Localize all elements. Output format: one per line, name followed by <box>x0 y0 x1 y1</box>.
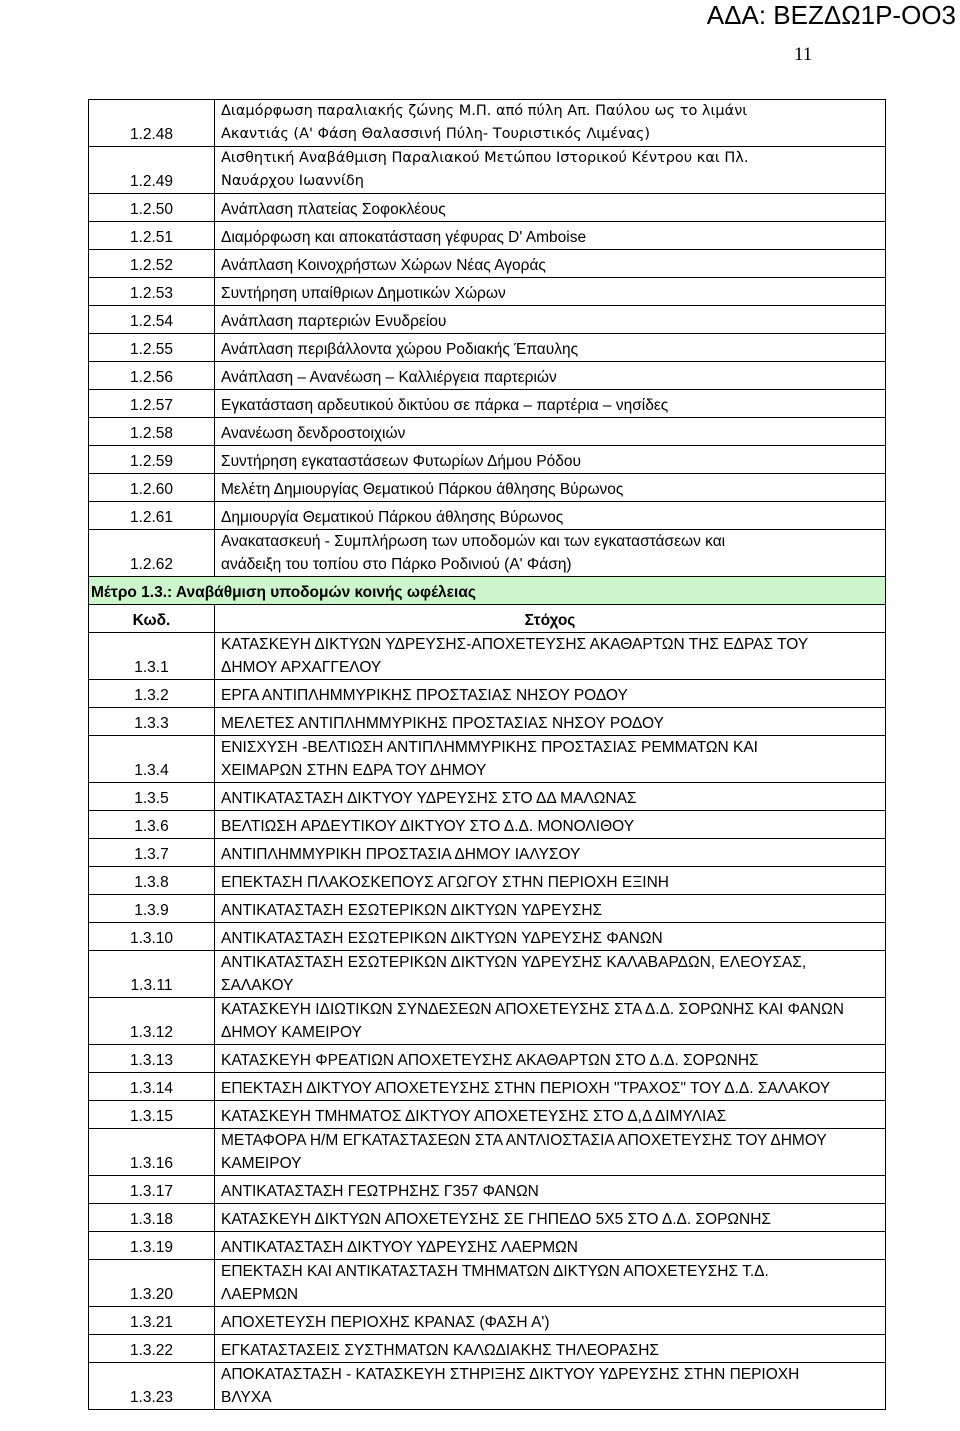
target-line: Ναυάρχου Ιωαννίδη <box>221 173 364 189</box>
row-target <box>215 418 886 446</box>
table-row <box>89 194 886 222</box>
target-line: ΔΗΜΟΥ ΚΑΜΕΙΡΟΥ <box>221 1024 362 1041</box>
target-line: ΛΑΕΡΜΩΝ <box>221 1286 299 1303</box>
row-code: 1.3.21 <box>89 1307 215 1335</box>
table-row <box>89 250 886 278</box>
table-row <box>89 1129 886 1176</box>
column-header-target: Στόχος <box>215 605 886 633</box>
row-code: 1.2.62 <box>89 530 215 577</box>
table-row <box>89 1204 886 1232</box>
row-target <box>215 306 886 334</box>
row-target <box>215 1101 886 1129</box>
target-line: ΕΠΕΚΤΑΣΗ ΠΛΑΚΟΣΚΕΠΟΥΣ ΑΓΩΓΟΥ ΣΤΗΝ ΠΕΡΙΟΧΗ ΕΞΙΝΗ <box>221 874 669 891</box>
target-line: ΒΕΛΤΙΩΣΗ ΑΡΔΕΥΤΙΚΟΥ ΔΙΚΤΥΟΥ ΣΤΟ Δ.Δ. ΜΟΝΟΛΙΘΟΥ <box>221 818 635 835</box>
target-line: ΜΕΛΕΤΕΣ ΑΝΤΙΠΛΗΜΜΥΡΙΚΗΣ ΠΡΟΣΤΑΣΙΑΣ ΝΗΣΟΥ ΡΟΔΟΥ <box>221 715 664 732</box>
target-line: ΔΗΜΟΥ ΑΡΧΑΓΓΕΛΟΥ <box>221 659 382 676</box>
table-row <box>89 680 886 708</box>
row-code: 1.3.9 <box>89 895 215 923</box>
target-line: ΕΠΕΚΤΑΣΗ ΔΙΚΤΥΟΥ ΑΠΟΧΕΤΕΥΣΗΣ ΣΤΗΝ ΠΕΡΙΟΧΗ "ΤΡΑΧΟΣ" ΤΟΥ Δ.Δ. ΣΑΛΑΚΟΥ <box>221 1080 831 1097</box>
target-line: Ανάπλαση – Ανανέωση – Καλλιέργεια παρτεριών <box>221 369 557 386</box>
table-row <box>89 306 886 334</box>
target-line: ΒΛΥΧΑ <box>221 1389 272 1406</box>
row-target <box>215 1129 886 1176</box>
row-target <box>215 100 886 147</box>
target-line: Ανακατασκευή - Συμπλήρωση των υποδομών και των εγκαταστάσεων και <box>221 533 726 550</box>
table-row <box>89 474 886 502</box>
measure-title: Μέτρο 1.3.: Αναβάθμιση υποδομών κοινής ωφέλειας <box>89 577 886 605</box>
target-line: ΜΕΤΑΦΟΡΑ Η/Μ ΕΓΚΑΤΑΣΤΑΣΕΩΝ ΣΤΑ ΑΝΤΛΙΟΣΤΑΣΙΑ ΑΠΟΧΕΤΕΥΣΗΣ ΤΟΥ ΔΗΜΟΥ <box>221 1132 827 1149</box>
target-line: ανάδειξη του τοπίου στο Πάρκο Ροδινιού (Α' Φάση) <box>221 556 572 573</box>
row-code: 1.2.60 <box>89 474 215 502</box>
target-line: Συντήρηση υπαίθριων Δημοτικών Χώρων <box>221 285 506 302</box>
row-target <box>215 1045 886 1073</box>
row-target <box>215 1335 886 1363</box>
table-row <box>89 923 886 951</box>
table-row <box>89 867 886 895</box>
row-target <box>215 474 886 502</box>
row-code: 1.2.51 <box>89 222 215 250</box>
row-code: 1.3.19 <box>89 1232 215 1260</box>
table-row <box>89 811 886 839</box>
target-line: ΚΑΤΑΣΚΕΥΗ ΔΙΚΤΥΩΝ ΑΠΟΧΕΤΕΥΣΗΣ ΣΕ ΓΗΠΕΔΟ 5Χ5 ΣΤΟ Δ.Δ. ΣΟΡΩΝΗΣ <box>221 1211 771 1228</box>
table-row <box>89 951 886 998</box>
row-code: 1.3.18 <box>89 1204 215 1232</box>
row-target <box>215 895 886 923</box>
row-code: 1.3.7 <box>89 839 215 867</box>
target-line: Ανάπλαση Κοινοχρήστων Χώρων Νέας Αγοράς <box>221 257 546 274</box>
target-line: ΑΝΤΙΚΑΤΑΣΤΑΣΗ ΕΣΩΤΕΡΙΚΩΝ ΔΙΚΤΥΩΝ ΥΔΡΕΥΣΗΣ ΦΑΝΩΝ <box>221 930 663 947</box>
row-target <box>215 390 886 418</box>
target-line: ΚΑΤΑΣΚΕΥΗ ΤΜΗΜΑΤΟΣ ΔΙΚΤΥΟΥ ΑΠΟΧΕΤΕΥΣΗΣ ΣΤΟ Δ,Δ ΔΙΜΥΛΙΑΣ <box>221 1108 727 1125</box>
column-header-code: Κωδ. <box>89 605 215 633</box>
page-number: 11 <box>794 44 813 65</box>
row-code: 1.3.22 <box>89 1335 215 1363</box>
target-line: ΑΝΤΙΚΑΤΑΣΤΑΣΗ ΓΕΩΤΡΗΣΗΣ Γ357 ΦΑΝΩΝ <box>221 1183 539 1200</box>
target-line: ΑΠΟΧΕΤΕΥΣΗ ΠΕΡΙΟΧΗΣ ΚΡΑΝΑΣ (ΦΑΣΗ Α') <box>221 1314 550 1331</box>
row-target <box>215 530 886 577</box>
row-target <box>215 633 886 680</box>
row-code: 1.3.8 <box>89 867 215 895</box>
row-target <box>215 1176 886 1204</box>
row-code: 1.2.54 <box>89 306 215 334</box>
row-target <box>215 867 886 895</box>
row-target <box>215 1307 886 1335</box>
table-row <box>89 839 886 867</box>
row-target <box>215 680 886 708</box>
table-row <box>89 446 886 474</box>
target-line: ΣΑΛΑΚΟΥ <box>221 977 294 994</box>
row-target <box>215 736 886 783</box>
target-line: Ανάπλαση πλατείας Σοφοκλέους <box>221 201 446 218</box>
target-line: ΑΝΤΙΚΑΤΑΣΤΑΣΗ ΕΣΩΤΕΡΙΚΩΝ ΔΙΚΤΥΩΝ ΥΔΡΕΥΣΗΣ <box>221 902 603 919</box>
table-row <box>89 1232 886 1260</box>
row-code: 1.2.49 <box>89 147 215 194</box>
column-header-row <box>89 605 886 633</box>
row-target <box>215 708 886 736</box>
target-line: ΑΝΤΙΠΛΗΜΜΥΡΙΚΗ ΠΡΟΣΤΑΣΙΑ ΔΗΜΟΥ ΙΑΛΥΣΟΥ <box>221 846 581 863</box>
row-code: 1.2.55 <box>89 334 215 362</box>
target-line: Διαμόρφωση και αποκατάσταση γέφυρας D' Amboise <box>221 229 587 246</box>
row-code: 1.2.53 <box>89 278 215 306</box>
table-row <box>89 1101 886 1129</box>
row-target <box>215 1232 886 1260</box>
table-row <box>89 998 886 1045</box>
row-target <box>215 502 886 530</box>
row-target <box>215 446 886 474</box>
target-line: Ακαντιάς (Α' Φάση Θαλασσινή Πύλη- Τουριστικός Λιμένας) <box>221 126 651 142</box>
row-code: 1.2.59 <box>89 446 215 474</box>
row-target <box>215 278 886 306</box>
target-line: ΚΑΤΑΣΚΕΥΗ ΙΔΙΩΤΙΚΩΝ ΣΥΝΔΕΣΕΩΝ ΑΠΟΧΕΤΕΥΣΗΣ ΣΤΑ Δ.Δ. ΣΟΡΩΝΗΣ ΚΑΙ ΦΑΝΩΝ <box>221 1001 844 1018</box>
table-row <box>89 278 886 306</box>
row-code: 1.3.3 <box>89 708 215 736</box>
row-code: 1.3.2 <box>89 680 215 708</box>
table-row <box>89 1363 886 1410</box>
row-code: 1.3.20 <box>89 1260 215 1307</box>
table-row <box>89 895 886 923</box>
target-line: ΑΠΟΚΑΤΑΣΤΑΣΗ - ΚΑΤΑΣΚΕΥΗ ΣΤΗΡΙΞΗΣ ΔΙΚΤΥΟΥ ΥΔΡΕΥΣΗΣ ΣΤΗΝ ΠΕΡΙΟΧΗ <box>221 1366 800 1383</box>
row-target <box>215 334 886 362</box>
table-row <box>89 1307 886 1335</box>
target-line: Εγκατάσταση αρδευτικού δικτύου σε πάρκα – παρτέρια – νησίδες <box>221 397 669 414</box>
table-row <box>89 530 886 577</box>
target-line: Δημιουργία Θεματικού Πάρκου άθλησης Βύρωνος <box>221 509 564 526</box>
target-line: ΚΑΜΕΙΡΟΥ <box>221 1155 302 1172</box>
table-row <box>89 418 886 446</box>
row-code: 1.3.11 <box>89 951 215 998</box>
row-code: 1.2.56 <box>89 362 215 390</box>
row-code: 1.3.1 <box>89 633 215 680</box>
measures-table <box>88 99 886 1410</box>
target-line: Αισθητική Αναβάθμιση Παραλιακού Μετώπου Ιστορικού Κέντρου και Πλ. <box>221 150 749 166</box>
document-code: ΑΔΑ: ΒΕΖΔΩ1Ρ-ΟΟ3 <box>706 0 956 30</box>
table-row <box>89 633 886 680</box>
row-target <box>215 998 886 1045</box>
target-line: ΕΠΕΚΤΑΣΗ ΚΑΙ ΑΝΤΙΚΑΤΑΣΤΑΣΗ ΤΜΗΜΑΤΩΝ ΔΙΚΤΥΩΝ ΑΠΟΧΕΤΕΥΣΗΣ Τ.Δ. <box>221 1263 769 1280</box>
target-line: Ανάπλαση περιβάλλοντα χώρου Ροδιακής Έπαυλης <box>221 341 579 358</box>
table-row <box>89 708 886 736</box>
measure-title-row <box>89 577 886 605</box>
table-row <box>89 222 886 250</box>
row-code: 1.2.52 <box>89 250 215 278</box>
table-row <box>89 390 886 418</box>
row-target <box>215 222 886 250</box>
row-code: 1.2.61 <box>89 502 215 530</box>
target-line: ΑΝΤΙΚΑΤΑΣΤΑΣΗ ΔΙΚΤΥΟΥ ΥΔΡΕΥΣΗΣ ΣΤΟ ΔΔ ΜΑΛΩΝΑΣ <box>221 790 637 807</box>
table-row <box>89 783 886 811</box>
row-code: 1.3.5 <box>89 783 215 811</box>
row-code: 1.3.12 <box>89 998 215 1045</box>
row-target <box>215 194 886 222</box>
target-line: ΧΕΙΜΑΡΩΝ ΣΤΗΝ ΕΔΡΑ ΤΟΥ ΔΗΜΟΥ <box>221 762 487 779</box>
target-line: Συντήρηση εγκαταστάσεων Φυτωρίων Δήμου Ρόδου <box>221 453 581 470</box>
table-row <box>89 1335 886 1363</box>
row-code: 1.2.48 <box>89 100 215 147</box>
row-code: 1.2.50 <box>89 194 215 222</box>
table-row <box>89 100 886 147</box>
row-code: 1.2.58 <box>89 418 215 446</box>
row-code: 1.3.13 <box>89 1045 215 1073</box>
target-line: Ανάπλαση παρτεριών Ενυδρείου <box>221 313 447 330</box>
table-row <box>89 1045 886 1073</box>
row-target <box>215 1204 886 1232</box>
row-code: 1.3.10 <box>89 923 215 951</box>
table-row <box>89 362 886 390</box>
table-row <box>89 147 886 194</box>
target-line: ΚΑΤΑΣΚΕΥΗ ΔΙΚΤΥΩΝ ΥΔΡΕΥΣΗΣ-ΑΠΟΧΕΤΕΥΣΗΣ ΑΚΑΘΑΡΤΩΝ ΤΗΣ ΕΔΡΑΣ ΤΟΥ <box>221 636 809 653</box>
target-line: ΕΝΙΣΧΥΣΗ -ΒΕΛΤΙΩΣΗ ΑΝΤΙΠΛΗΜΜΥΡΙΚΗΣ ΠΡΟΣΤΑΣΙΑΣ ΡΕΜΜΑΤΩΝ ΚΑΙ <box>221 739 758 756</box>
table-row <box>89 736 886 783</box>
table-row <box>89 1176 886 1204</box>
row-code: 1.3.23 <box>89 1363 215 1410</box>
row-target <box>215 811 886 839</box>
row-code: 1.3.6 <box>89 811 215 839</box>
row-target <box>215 250 886 278</box>
row-target <box>215 1073 886 1101</box>
target-line: ΚΑΤΑΣΚΕΥΗ ΦΡΕΑΤΙΩΝ ΑΠΟΧΕΤΕΥΣΗΣ ΑΚΑΘΑΡΤΩΝ ΣΤΟ Δ.Δ. ΣΟΡΩΝΗΣ <box>221 1052 759 1069</box>
table-row <box>89 1073 886 1101</box>
table-row <box>89 334 886 362</box>
row-target <box>215 1260 886 1307</box>
row-code: 1.2.57 <box>89 390 215 418</box>
target-line: Ανανέωση δενδροστοιχιών <box>221 425 406 442</box>
row-target <box>215 783 886 811</box>
row-target <box>215 1363 886 1410</box>
target-line: Μελέτη Δημιουργίας Θεματικού Πάρκου άθλησης Βύρωνος <box>221 481 624 498</box>
row-target <box>215 147 886 194</box>
row-target <box>215 951 886 998</box>
target-line: Διαμόρφωση παραλιακής ζώνης Μ.Π. από πύλη Απ. Παύλου ως το λιμάνι <box>221 103 748 119</box>
target-line: ΕΓΚΑΤΑΣΤΑΣΕΙΣ ΣΥΣΤΗΜΑΤΩΝ ΚΑΛΩΔΙΑΚΗΣ ΤΗΛΕΟΡΑΣΗΣ <box>221 1342 659 1359</box>
table-row <box>89 502 886 530</box>
row-code: 1.3.16 <box>89 1129 215 1176</box>
row-code: 1.3.15 <box>89 1101 215 1129</box>
row-code: 1.3.17 <box>89 1176 215 1204</box>
row-code: 1.3.4 <box>89 736 215 783</box>
target-line: ΑΝΤΙΚΑΤΑΣΤΑΣΗ ΕΣΩΤΕΡΙΚΩΝ ΔΙΚΤΥΩΝ ΥΔΡΕΥΣΗΣ ΚΑΛΑΒΑΡΔΩΝ, ΕΛΕΟΥΣΑΣ, <box>221 954 807 971</box>
target-line: ΕΡΓΑ ΑΝΤΙΠΛΗΜΜΥΡΙΚΗΣ ΠΡΟΣΤΑΣΙΑΣ ΝΗΣΟΥ ΡΟΔΟΥ <box>221 687 628 704</box>
table-row <box>89 1260 886 1307</box>
row-code: 1.3.14 <box>89 1073 215 1101</box>
target-line: ΑΝΤΙΚΑΤΑΣΤΑΣΗ ΔΙΚΤΥΟΥ ΥΔΡΕΥΣΗΣ ΛΑΕΡΜΩΝ <box>221 1239 578 1256</box>
row-target <box>215 362 886 390</box>
row-target <box>215 839 886 867</box>
row-target <box>215 923 886 951</box>
